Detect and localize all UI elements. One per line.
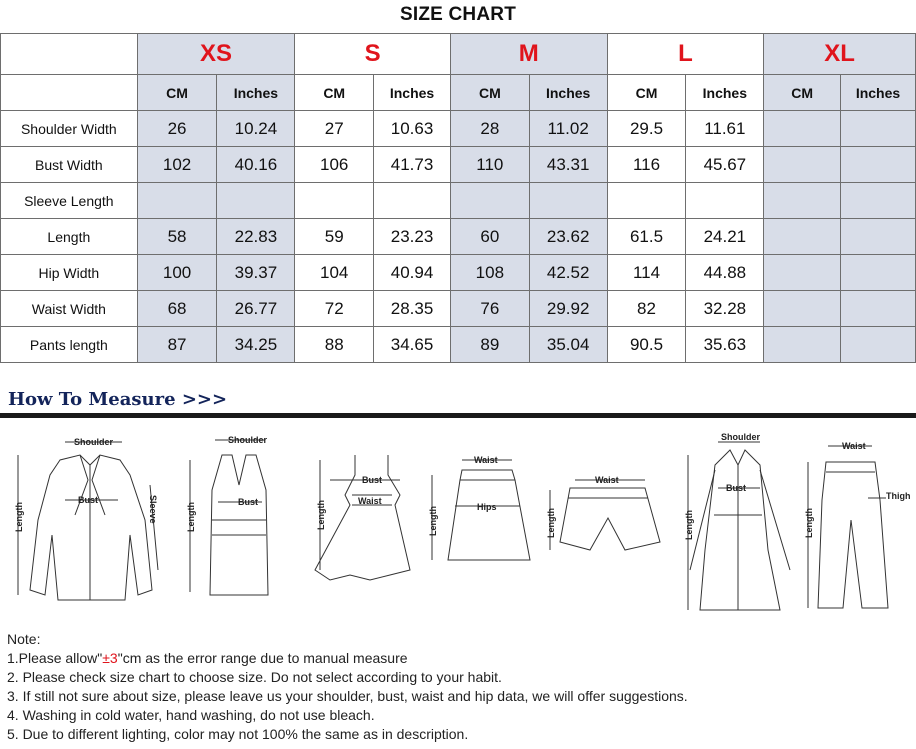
dress-illustration [315, 455, 410, 580]
label-waist: Waist [474, 455, 498, 465]
corner-cell [1, 34, 138, 75]
pants-illustration [808, 446, 888, 608]
row-label: Pants length [1, 327, 138, 363]
label-length: Length [14, 502, 24, 532]
label-waist: Waist [358, 496, 382, 506]
table-cell: 11.61 [686, 111, 764, 147]
row-label: Bust Width [1, 147, 138, 183]
table-cell: 29.5 [607, 111, 686, 147]
table-row [1, 183, 916, 219]
shorts-illustration [550, 480, 660, 550]
table-cell: 87 [137, 327, 217, 363]
size-chart-table [0, 33, 916, 363]
table-cell [841, 183, 916, 219]
table-cell: 88 [295, 327, 374, 363]
table-cell: 68 [137, 291, 217, 327]
table-cell [529, 183, 607, 219]
row-label: Shoulder Width [1, 111, 138, 147]
table-cell: 59 [295, 219, 374, 255]
table-cell: 34.65 [374, 327, 451, 363]
table-cell [764, 111, 841, 147]
corner-cell [1, 75, 138, 111]
table-cell: 43.31 [529, 147, 607, 183]
label-length: Length [546, 508, 556, 538]
table-cell: 102 [137, 147, 217, 183]
table-cell: 110 [450, 147, 529, 183]
table-cell: 60 [450, 219, 529, 255]
table-cell: 26 [137, 111, 217, 147]
unit-cm: CM [607, 75, 686, 111]
note-2: 2. Please check size chart to choose size. Do not select according to your habit. [7, 669, 502, 685]
table-row [1, 111, 916, 147]
table-cell: 11.02 [529, 111, 607, 147]
unit-inches: Inches [841, 75, 916, 111]
table-cell: 10.63 [374, 111, 451, 147]
label-waist: Waist [595, 475, 619, 485]
table-cell: 114 [607, 255, 686, 291]
note-3: 3. If still not sure about size, please leave us your shoulder, bust, waist and hip data, we will offer suggestions. [7, 688, 688, 704]
table-cell: 40.16 [217, 147, 295, 183]
label-hips: Hips [477, 502, 497, 512]
table-cell: 104 [295, 255, 374, 291]
row-label: Length [1, 219, 138, 255]
label-length: Length [316, 500, 326, 530]
size-xl: XL [764, 34, 916, 75]
table-cell [686, 183, 764, 219]
table-row [1, 327, 916, 363]
table-cell: 27 [295, 111, 374, 147]
table-cell: 116 [607, 147, 686, 183]
unit-cm: CM [137, 75, 217, 111]
unit-header-row [1, 75, 916, 111]
table-cell: 23.23 [374, 219, 451, 255]
size-s: S [295, 34, 451, 75]
table-cell [841, 147, 916, 183]
table-cell: 39.37 [217, 255, 295, 291]
table-cell [764, 183, 841, 219]
label-bust: Bust [238, 497, 258, 507]
label-bust: Bust [78, 495, 98, 505]
table-cell: 106 [295, 147, 374, 183]
note-1 [7, 649, 688, 668]
label-length: Length [804, 508, 814, 538]
size-chart-title: SIZE CHART [400, 4, 516, 25]
table-cell: 90.5 [607, 327, 686, 363]
table-cell [295, 183, 374, 219]
table-cell: 28.35 [374, 291, 451, 327]
table-cell: 82 [607, 291, 686, 327]
label-shoulder: Shoulder [74, 437, 114, 447]
table-cell [137, 183, 217, 219]
table-row [1, 147, 916, 183]
table-cell [841, 255, 916, 291]
notes-heading: Note: [7, 631, 41, 647]
label-length: Length [428, 506, 438, 536]
row-label: Waist Width [1, 291, 138, 327]
blouse-illustration [18, 442, 158, 600]
table-cell [764, 147, 841, 183]
table-cell: 45.67 [686, 147, 764, 183]
table-cell [764, 219, 841, 255]
table-cell [841, 111, 916, 147]
table-cell: 100 [137, 255, 217, 291]
coat-illustration [688, 442, 790, 610]
table-cell: 34.25 [217, 327, 295, 363]
note-5: 5. Due to different lighting, color may not 100% the same as in description. [7, 726, 469, 742]
row-label: Hip Width [1, 255, 138, 291]
label-waist: Waist [842, 441, 866, 451]
label-shoulder: Shoulder [228, 435, 268, 445]
unit-inches: Inches [686, 75, 764, 111]
table-cell: 76 [450, 291, 529, 327]
label-sleeve: Sleeve [148, 495, 158, 524]
size-l: L [607, 34, 764, 75]
notes-section [7, 630, 688, 744]
label-bust: Bust [726, 483, 746, 493]
label-shoulder: Shoulder [721, 432, 761, 442]
label-length: Length [684, 510, 694, 540]
unit-inches: Inches [217, 75, 295, 111]
table-cell: 40.94 [374, 255, 451, 291]
table-cell: 44.88 [686, 255, 764, 291]
table-cell: 42.52 [529, 255, 607, 291]
size-xs: XS [137, 34, 295, 75]
unit-inches: Inches [374, 75, 451, 111]
table-row [1, 291, 916, 327]
table-cell: 35.04 [529, 327, 607, 363]
table-cell [841, 219, 916, 255]
table-cell: 26.77 [217, 291, 295, 327]
note-4: 4. Washing in cold water, hand washing, do not use bleach. [7, 707, 375, 723]
table-cell: 35.63 [686, 327, 764, 363]
table-cell: 22.83 [217, 219, 295, 255]
table-cell [374, 183, 451, 219]
table-cell [764, 291, 841, 327]
table-cell: 28 [450, 111, 529, 147]
table-cell: 72 [295, 291, 374, 327]
note-1-text: 1.Please allow" [7, 650, 103, 666]
measurement-illustrations [0, 420, 916, 620]
table-row [1, 219, 916, 255]
note-1-text-end: "cm as the error range due to manual measure [117, 650, 408, 666]
table-cell: 41.73 [374, 147, 451, 183]
table-cell [764, 255, 841, 291]
table-cell: 29.92 [529, 291, 607, 327]
label-bust: Bust [362, 475, 382, 485]
table-cell: 89 [450, 327, 529, 363]
unit-inches: Inches [529, 75, 607, 111]
table-cell [841, 291, 916, 327]
table-cell: 24.21 [686, 219, 764, 255]
label-length: Length [186, 502, 196, 532]
tank-top-illustration [190, 440, 268, 595]
how-to-measure-heading: How To Measure >>> [8, 389, 228, 410]
table-cell: 10.24 [217, 111, 295, 147]
note-1-tolerance: ±3 [102, 650, 118, 666]
table-cell: 61.5 [607, 219, 686, 255]
table-row [1, 255, 916, 291]
table-cell [607, 183, 686, 219]
table-cell [764, 327, 841, 363]
unit-cm: CM [295, 75, 374, 111]
size-m: M [450, 34, 607, 75]
unit-cm: CM [450, 75, 529, 111]
row-label: Sleeve Length [1, 183, 138, 219]
table-cell: 32.28 [686, 291, 764, 327]
table-cell: 58 [137, 219, 217, 255]
section-divider [0, 413, 916, 418]
size-header-row [1, 34, 916, 75]
table-cell [217, 183, 295, 219]
table-cell: 108 [450, 255, 529, 291]
table-cell: 23.62 [529, 219, 607, 255]
table-cell [841, 327, 916, 363]
label-thigh: Thigh [886, 491, 911, 501]
table-cell [450, 183, 529, 219]
unit-cm: CM [764, 75, 841, 111]
